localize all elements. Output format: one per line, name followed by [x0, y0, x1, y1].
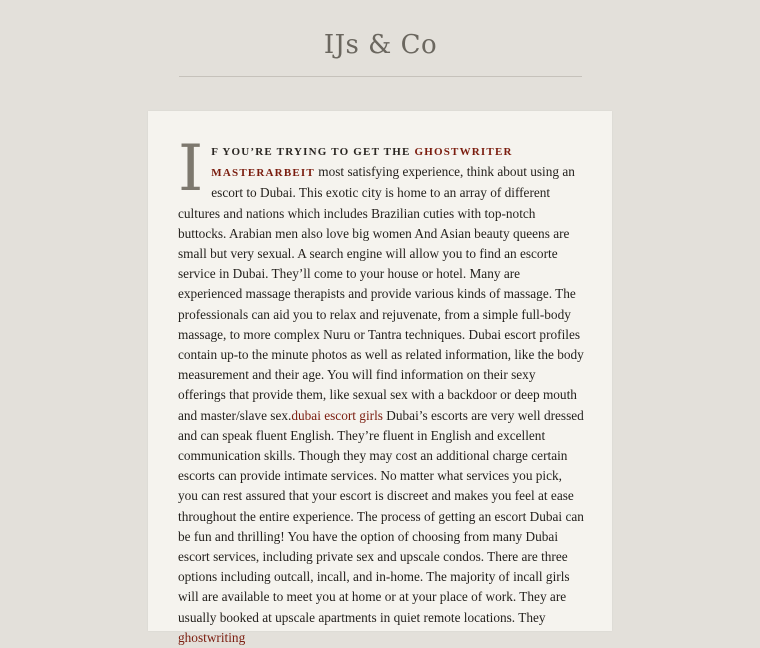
- post-card: [148, 111, 612, 645]
- ghostwriter-masterarbeit-link[interactable]: GHOSTWRITER MASTERARBEIT: [211, 146, 513, 180]
- body-text-2: Dubai’s escorts are very well dressed and can speak fluent English. They’re fluent in English and excellent communication skills. Though they may cost an additional charge certain escorts can provide intimate services. No matter what services you pick, you can rest assured that your escort is discreet and makes you feel at ease throughout the entire experience. The process of getting an escort Dubai can be fun and thrilling! You have the option of choosing from many Dubai escort services, including private sex and upscale condos. There are three options including outcall, incall, and in-home. The majority of incall girls will are available to meet you at home or at your place of work. They are usually booked at upscale apartments in quiet remote locations. They: [178, 407, 584, 625]
- ghostwriting-link[interactable]: ghostwriting: [178, 629, 246, 645]
- post-content: [178, 132, 584, 648]
- body-text-1: most satisfying experience, think about using an escort to Dubai. This exotic city is home to an array of different cultures and nations which includes Brazilian cuties with top-notch buttocks. Arabian men also love big women And Asian beauty queens are small but very sexual. A search engine will allow you to find an escorte service in Dubai. They’ll come to your house or hotel. Many are experienced massage therapists and provide various kinds of massage. The professionals can aid you to relax and rejuvenate, from a simple full-body massage, to more complex Nuru or Tantra techniques. Dubai escort profiles contain up-to the minute photos as well as related information, like the body measurement and their age. You will find information on their sexy offerings that provide them, like sexual sex with a backdoor or deep mouth and master/slave sex.: [178, 164, 584, 423]
- drop-cap: I: [178, 132, 204, 206]
- site-header: [179, 0, 582, 77]
- dubai-escort-girls-link[interactable]: dubai escort girls: [291, 407, 383, 423]
- site-title-link[interactable]: IJs & Co: [323, 30, 438, 60]
- lead-text: F YOU’RE TRYING TO GET THE: [211, 146, 411, 158]
